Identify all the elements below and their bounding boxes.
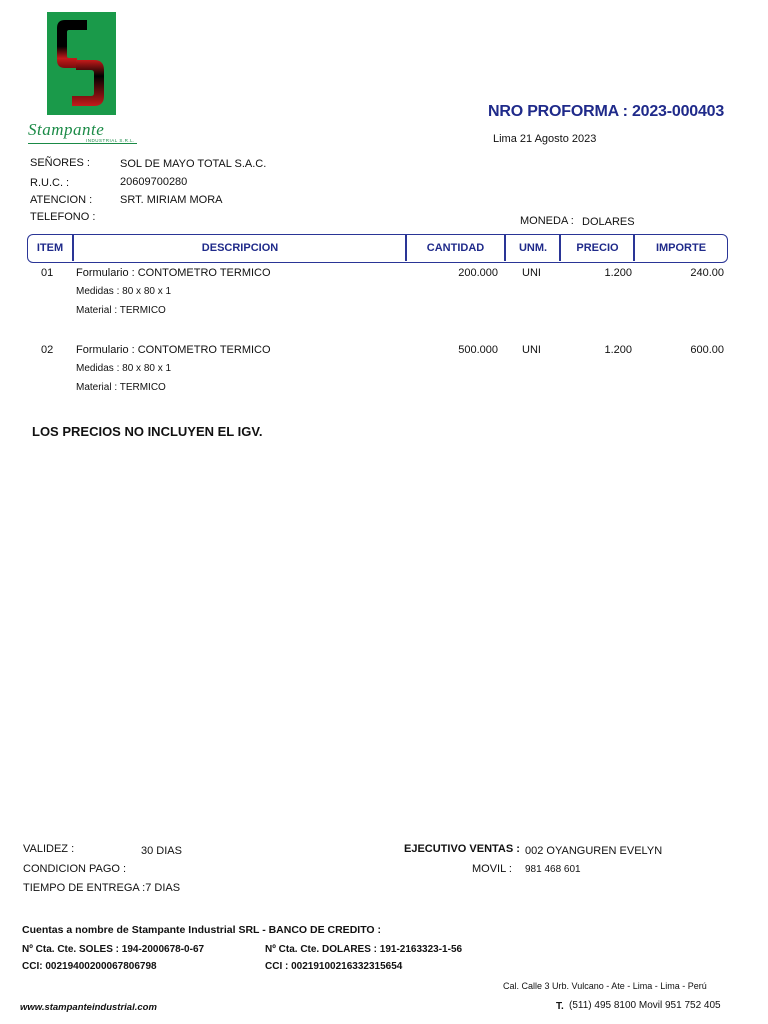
moneda-value: DOLARES — [582, 216, 635, 228]
logo-wordmark: Stampante — [28, 120, 105, 139]
row-cantidad: 200.000 — [458, 267, 498, 279]
condicion-pago-label: CONDICION PAGO : — [23, 863, 127, 875]
logo-s-mark — [47, 12, 116, 115]
company-address: Cal. Calle 3 Urb. Vulcano - Ate - Lima - Lima - Perú — [503, 981, 707, 991]
tiempo-entrega: TIEMPO DE ENTREGA :7 DIAS — [23, 882, 181, 894]
phone-prefix: T. — [556, 1001, 564, 1012]
logo-subtext: INDUSTRIAL S.R.L. — [86, 138, 135, 143]
col-cantidad: CANTIDAD — [426, 242, 485, 254]
bank-accounts-title: Cuentas a nombre de Stampante Industrial SRL - BANCO DE CREDITO : — [22, 924, 381, 936]
row-item: 02 — [41, 344, 54, 356]
row-description-line2: Medidas : 80 x 80 x 1 — [76, 286, 172, 297]
ejecutivo-value: 002 OYANGUREN EVELYN — [525, 845, 663, 857]
row-description-line1: Formulario : CONTOMETRO TERMICO — [76, 267, 271, 279]
atencion-value: SRT. MIRIAM MORA — [120, 194, 223, 206]
movil-label: MOVIL : — [472, 863, 512, 875]
validez-value: 30 DIAS — [141, 845, 182, 857]
row-cantidad: 500.000 — [458, 344, 498, 356]
ejecutivo-label: EJECUTIVO VENTAS : — [404, 843, 520, 855]
cci-soles: CCI: 00219400200067806798 — [22, 961, 157, 972]
row-importe: 600.00 — [690, 344, 724, 356]
ruc-value: 20609700280 — [120, 176, 188, 188]
logo-underline — [28, 143, 137, 144]
company-website[interactable]: www.stampanteindustrial.com — [20, 1002, 157, 1013]
col-unm: UNM. — [518, 242, 548, 254]
items-table-header — [27, 234, 728, 263]
row-unm: UNI — [522, 267, 541, 279]
validez-label: VALIDEZ : — [23, 843, 75, 855]
atencion-label: ATENCION : — [30, 194, 93, 206]
row-unm: UNI — [522, 344, 541, 356]
company-phone: (511) 495 8100 Movil 951 752 405 — [569, 1000, 721, 1011]
col-item: ITEM — [36, 242, 64, 254]
cci-dolares: CCI : 00219100216332315654 — [265, 961, 403, 972]
col-importe: IMPORTE — [655, 242, 707, 254]
row-importe: 240.00 — [690, 267, 724, 279]
igv-note: LOS PRECIOS NO INCLUYEN EL IGV. — [32, 424, 263, 439]
document-date: Lima 21 Agosto 2023 — [493, 133, 597, 145]
col-descripcion: DESCRIPCION — [201, 242, 279, 254]
ruc-label: R.U.C. : — [30, 177, 70, 189]
senores-label: SEÑORES : — [30, 157, 90, 169]
cta-dolares: Nº Cta. Cte. DOLARES : 191-2163323-1-56 — [265, 944, 463, 955]
row-precio: 1.200 — [604, 267, 632, 279]
moneda-label: MONEDA : — [520, 215, 574, 227]
telefono-label: TELEFONO : — [30, 211, 96, 223]
row-item: 01 — [41, 267, 54, 279]
cta-soles: Nº Cta. Cte. SOLES : 194-2000678-0-67 — [22, 944, 205, 955]
col-precio: PRECIO — [576, 242, 619, 254]
row-precio: 1.200 — [604, 344, 632, 356]
company-logo — [47, 12, 116, 115]
senores-value: SOL DE MAYO TOTAL S.A.C. — [120, 158, 267, 170]
row-description-line3: Material : TERMICO — [76, 382, 166, 393]
movil-value: 981 468 601 — [525, 864, 581, 875]
row-description-line2: Medidas : 80 x 80 x 1 — [76, 363, 172, 374]
proforma-title: NRO PROFORMA : 2023-000403 — [488, 103, 725, 120]
row-description-line3: Material : TERMICO — [76, 305, 166, 316]
row-description-line1: Formulario : CONTOMETRO TERMICO — [76, 344, 271, 356]
